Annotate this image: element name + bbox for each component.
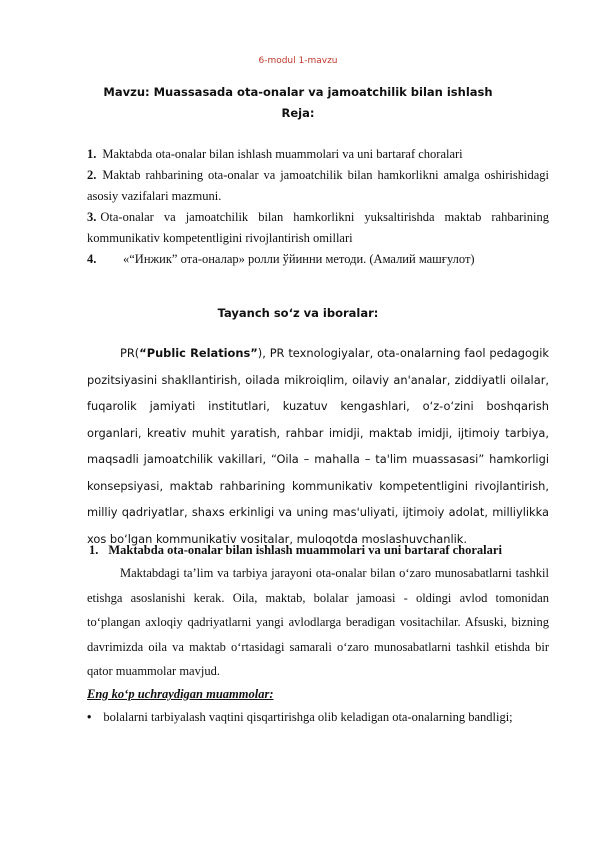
list-item xyxy=(87,705,549,730)
keywords-public-relations: “Public Relations” xyxy=(139,346,258,360)
topic-title: Mavzu: Muassasada ota-onalar va jamoatchilik bilan ishlash xyxy=(103,85,493,99)
bullet-icon: • xyxy=(87,709,92,724)
keywords-pr: PR( xyxy=(120,346,140,360)
plan-item-1 xyxy=(87,144,549,165)
plan-item-number: 3. xyxy=(87,210,97,224)
module-label: 6-modul 1-mavzu xyxy=(258,56,338,66)
problems-subheading: Eng ko‘p uchraydigan muammolar: xyxy=(87,686,274,701)
plan-item-3 xyxy=(87,207,549,249)
plan-item-number: 2. xyxy=(87,168,97,182)
keywords-paragraph xyxy=(87,340,549,552)
section-number: 1. xyxy=(89,543,99,557)
section-heading xyxy=(89,540,549,561)
plan-item-text: «“Инжик” ота-оналар» ролли ўйинни методи. (Амалий машғулот) xyxy=(123,252,475,266)
plan-item-number: 4. xyxy=(87,252,97,266)
plan-item-4 xyxy=(87,249,549,270)
plan-item-text: Ota-onalar va jamoatchilik bilan hamkorlikni yuksaltirishda maktab rahbarining kommunikativ kompetentligini rivojlantirish omillari xyxy=(87,210,549,245)
section-1 xyxy=(87,540,549,730)
plan-item-text: Maktab rahbarining ota-onalar va jamoatchilik bilan hamkorlikni amalga oshirishidagi asosiy vazifalari mazmuni. xyxy=(87,168,549,203)
keywords-body: ), PR texnologiyalar, ota-onalarning faol pedagogik pozitsiyasini shakllantirish, oilada mikroiqlim, oilaviy an'analar, ziddiyatli oilalar, fuqarolik jamiyati institutlari, kuzatuv kengashlari, o‘z-o‘zini boshqarish organlari, kreativ muhit yaratish, rahbar imidji, maktab imidji, ijtimoiy tarbiya, maqsadli jamoatchilik vakillari, “Oila – mahalla – ta'lim muassasasi” hamkorligi konsepsiyasi, maktab rahbarining kommunikativ kompetentligini rivojlantirish, milliy qadriyatlar, shaxs erkinligi va uning mas'uliyati, ijtimoiy adolat, milliylikka xos bo‘lgan kommunikativ vositalar, muloqotda moslashuvchanlik. xyxy=(87,346,549,546)
section-paragraph: Maktabdagi ta’lim va tarbiya jarayoni ota-onalar bilan o‘zaro munosabatlarni tashkil etishga asoslanishi kerak. Oila, maktab, bolalar jamoasi - oldingi avlod tomonidan to‘plangan axloqiy qadriyatlarni yangi avlodlarga beradigan vositachilar. Afsuski, bizning davrimizda oila va maktab o‘rtasidagi samarali o‘zaro munosabatlarni tashkil etishda bir qator muammolar mavjud. xyxy=(87,566,549,679)
keywords-title: Tayanch so‘z va iboralar: xyxy=(217,306,379,320)
list-item-text: bolalarni tarbiyalash vaqtini qisqartirishga olib keladigan ota-onalarning bandligi; xyxy=(103,709,513,724)
plan-title: Reja: xyxy=(281,106,315,120)
section-heading-text: Maktabda ota-onalar bilan ishlash muammolari va uni bartaraf choralari xyxy=(108,543,502,557)
plan-item-text: Maktabda ota-onalar bilan ishlash muammolari va uni bartaraf choralari xyxy=(102,147,463,161)
plan-item-number: 1. xyxy=(87,147,97,161)
plan-list xyxy=(87,144,549,270)
plan-item-2 xyxy=(87,165,549,207)
